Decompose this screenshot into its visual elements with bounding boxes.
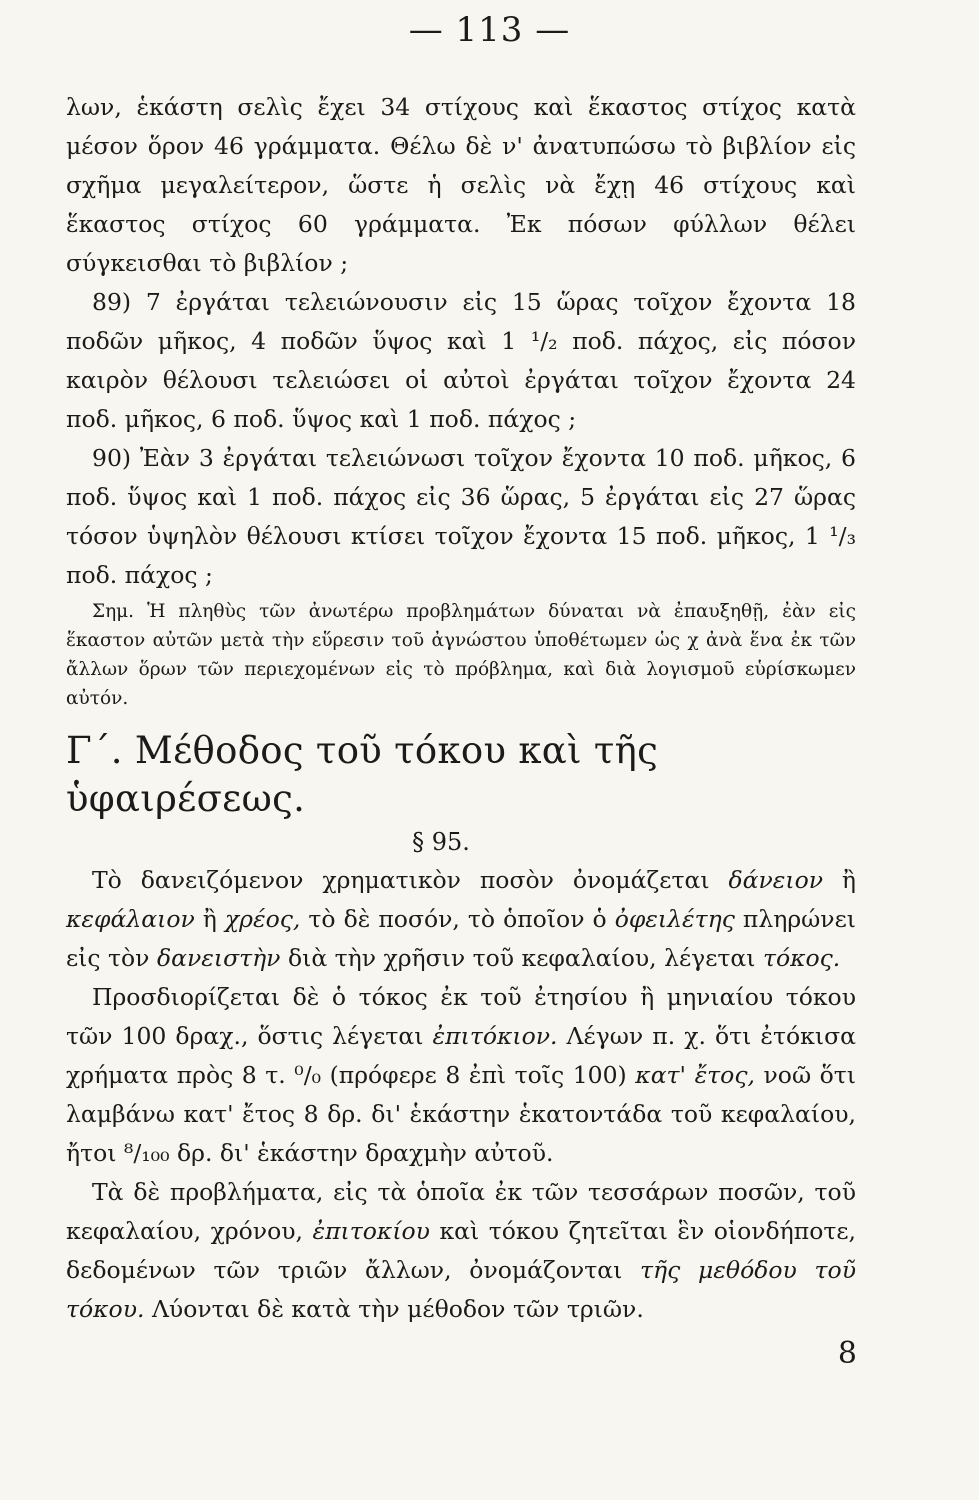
text-run: Τὸ δανειζόμενον χρηματικὸν ποσὸν ὀνομάζεται <box>92 866 729 894</box>
text-run: Λέγων π. χ. ὅτι ἐτόκισα χρήματα πρὸς 8 τ. ⁰/₀ (πρόφερε 8 ἐπὶ τοῖς 100) <box>66 1022 856 1089</box>
term: ἐπιτόκιον. <box>432 1022 558 1050</box>
section-heading: Γ΄. Μέθοδος τοῦ τόκου καὶ τῆς ὑφαιρέσεως. <box>66 729 659 820</box>
method-paragraph <box>66 1173 856 1329</box>
problem-89: 89) 7 ἐργάται τελειώνουσιν εἰς 15 ὥρας τοῖχον ἔχοντα 18 ποδῶν μῆκος, 4 ποδῶν ὕψος καὶ 1 ¹/₂ ποδ. πάχος, εἰς πόσον καιρὸν θέλουσι τελειώσει οἱ αὐτοὶ ἐργάται τοῖχον ἔχοντα 24 ποδ. μῆκος, 6 ποδ. ὕψος καὶ 1 ποδ. πάχος ; <box>66 288 856 433</box>
note-paragraph: Σημ. Ἡ πληθὺς τῶν ἀνωτέρω προβλημάτων δύναται νὰ ἐπαυξηθῇ, ἐὰν εἰς ἕκαστον αὐτῶν μετὰ τὴν εὕρεσιν τοῦ ἀγνώστου ὑποθέτωμεν ὡς χ ἀνὰ ἕνα ἐκ τῶν ἄλλων ὅρων τῶν περιεχομένων εἰς τὸ πρόβλημα, καὶ διὰ λογισμοῦ εὑρίσκωμεν αὐτόν. <box>66 601 856 709</box>
term: δανειστὴν <box>156 944 281 972</box>
text-run: ἢ <box>823 866 856 894</box>
text-run: καὶ τόκου ζητεῖται ἓν οἱονδήποτε, δεδομένων τῶν τριῶν ἄλλων, ὀνομάζονται <box>66 1217 856 1284</box>
text-run: νοῶ ὅτι λαμβάνω κατ' ἔτος 8 δρ. δι' ἑκάστην ἑκατοντάδα τοῦ κεφαλαίου, ἤτοι ⁸/₁₀₀ δρ. δι' ἑκάστην δραχμὴν αὐτοῦ. <box>66 1061 857 1167</box>
term: κατ' ἔτος, <box>635 1061 755 1089</box>
term: δάνειον <box>728 866 824 894</box>
text-run: διὰ τὴν χρῆσιν τοῦ κεφαλαίου, λέγεται <box>280 944 763 972</box>
term: κεφάλαιον <box>66 905 195 933</box>
term: τῆς μεθόδου τοῦ τόκου. <box>66 1256 856 1323</box>
term: χρέος, <box>224 905 301 933</box>
text-run: Λύονται δὲ κατὰ τὴν μέθοδον τῶν τριῶν. <box>144 1295 644 1323</box>
printer-signature-mark: 8 <box>837 1336 857 1371</box>
page-body <box>66 88 856 1329</box>
section-number: § 95. <box>412 828 470 856</box>
text-run: πληρώνει εἰς τὸν <box>66 905 856 972</box>
term: τόκος. <box>762 944 841 972</box>
problem-90: 90) Ἐὰν 3 ἐργάται τελειώνωσι τοῖχον ἔχοντα 10 ποδ. μῆκος, 6 ποδ. ὕψος καὶ 1 ποδ. πάχος εἰς 36 ὥρας, 5 ἐργάται εἰς 27 ὥρας τόσον ὑψηλὸν θέλουσι κτίσει τοῖχον ἔχοντα 15 ποδ. μῆκος, 1 ¹/₃ ποδ. πάχος ; <box>66 444 856 589</box>
text-run: ἢ <box>194 905 225 933</box>
term: ἐπιτοκίου <box>312 1217 430 1245</box>
definition-paragraph <box>66 861 856 978</box>
text-run: τὸ δὲ ποσόν, τὸ ὁποῖον ὁ <box>300 905 615 933</box>
page-number: — 113 — <box>408 10 571 50</box>
text-run: Τὰ δὲ προβλήματα, εἰς τὰ ὁποῖα ἐκ τῶν τεσσάρων ποσῶν, τοῦ κεφαλαίου, χρόνου, <box>66 1178 856 1245</box>
interest-rate-paragraph <box>66 978 856 1173</box>
term: ὀφειλέτης <box>614 905 735 933</box>
text-run: Προσδιορίζεται δὲ ὁ τόκος ἐκ τοῦ ἐτησίου ἢ μηνιαίου τόκου τῶν 100 δραχ., ὅστις λέγεται <box>66 983 856 1050</box>
paragraph-continuation: λων, ἑκάστη σελὶς ἔχει 34 στίχους καὶ ἕκαστος στίχος κατὰ μέσον ὅρον 46 γράμματα. Θέλω δὲ ν' ἀνατυπώσω τὸ βιβλίον εἰς σχῆμα μεγαλείτερον, ὥστε ἡ σελὶς νὰ ἔχῃ 46 στίχους καὶ ἕκαστος στίχος 60 γράμματα. Ἐκ πόσων φύλλων θέλει σύγκεισθαι τὸ βιβλίον ; <box>66 93 856 277</box>
